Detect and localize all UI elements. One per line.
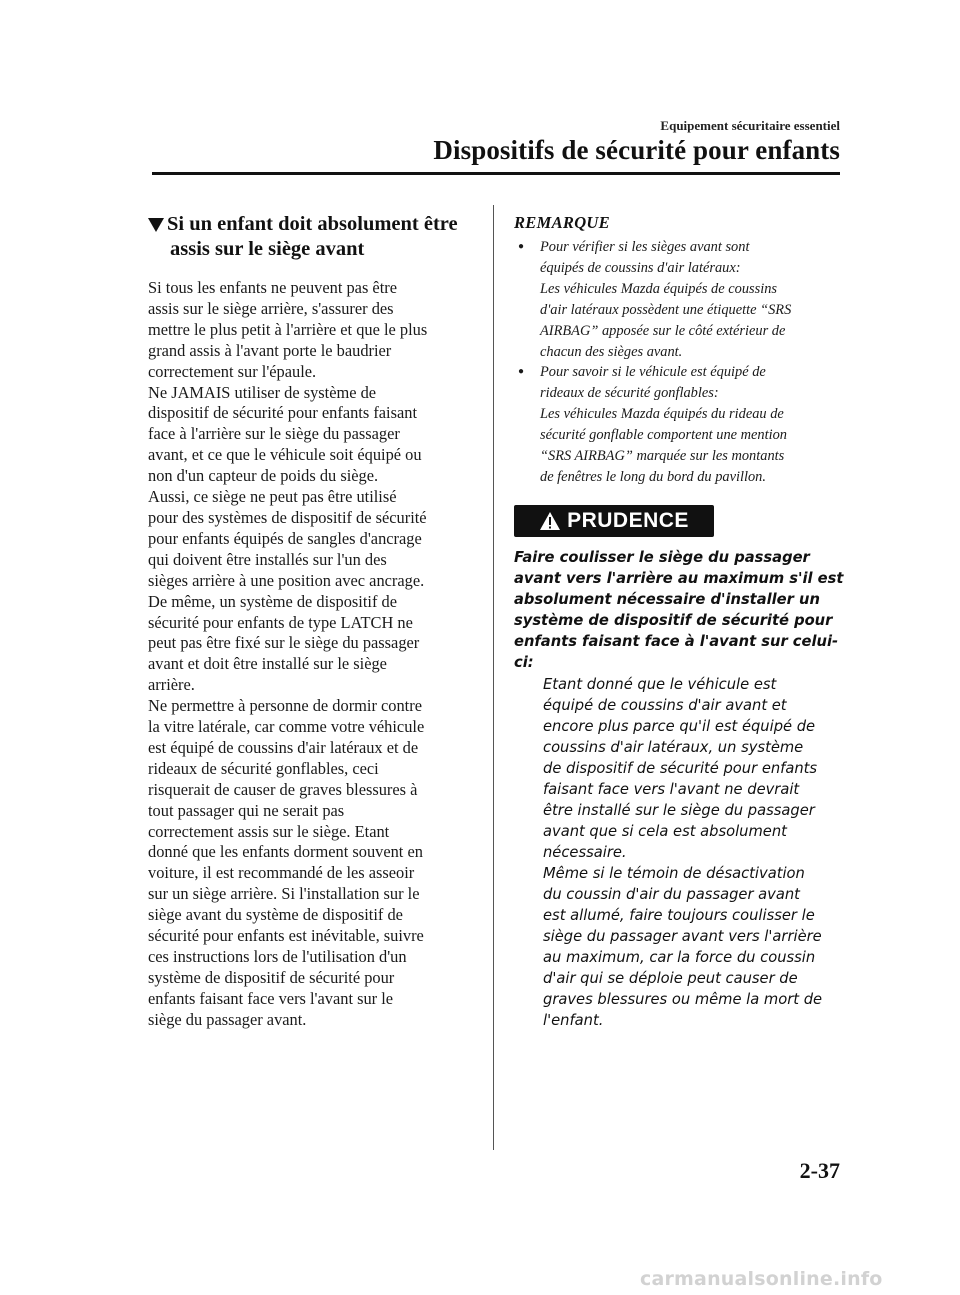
column-divider	[493, 205, 494, 1150]
note-item	[514, 237, 844, 362]
caution-badge	[514, 505, 714, 537]
bullet-icon: ●	[518, 241, 525, 252]
triangle-down-icon	[148, 218, 164, 232]
note-list	[514, 237, 844, 488]
section-heading-line1: Si un enfant doit absolument être	[167, 213, 458, 235]
watermark: carmanualsonline.info	[640, 1268, 883, 1290]
section-heading	[148, 212, 483, 262]
caution-lead-text: Faire coulisser le siège du passager avant vers l'arrière au maximum s'il est absolument nécessaire d'installer un système de dispositif de sécurité pour enfants faisant face à l'avant sur celui- ci:	[514, 548, 844, 671]
header-rule	[152, 172, 840, 175]
caution-body-text: Etant donné que le véhicule est équipé de coussins d'air avant et encore plus parce qu'il est équipé de coussins d'air latéraux, un système de dispositif de sécurité pour enfants faisant face vers l'avant ne devrait être installé sur le siège du passager avant que si cela est absolument nécessaire. Même si le témoin de désactivation du coussin d'air du passager avant est allumé, faire toujours coulisser le siège du passager avant vers l'arrière au maximum, car la force du coussin d'air qui se déploie peut causer de graves blessures ou même la mort de l'enfant.	[543, 675, 823, 1029]
caution-label: PRUDENCE	[567, 508, 689, 532]
note-item	[514, 362, 844, 487]
body-paragraph: Si tous les enfants ne peuvent pas être assis sur le siège arrière, s'assurer des mettre le plus petit à l'arrière et que le plus grand assis à l'avant porte le baudrier correctement sur l'épaule. Ne JAMAIS utiliser de système de dispositif de sécurité pour enfants faisant face à l'arrière sur le siège du passager avant, et ce que le véhicule soit équipé ou non d'un capteur de poids du siège. Aussi, ce siège ne peut pas être utilisé pour des systèmes de dispositif de sécurité pour enfants équipés de sangles d'ancrage qui doivent être installés sur l'un des sièges arrière à une position avec ancrage. De même, un système de dispositif de sécurité pour enfants de type LATCH ne peut pas être fixé sur le siège du passager avant et doit être installé sur le siège arrière. Ne permettre à personne de dormir contre la vitre latérale, car comme votre véhicule est équipé de coussins d'air latéraux et de rideaux de sécurité gonflables, ceci risquerait de causer de graves blessures à tout passager qui ne serait pas correctement assis sur le siège. Etant donné que les enfants dorment souvent en voiture, il est recommandé de les asseoir sur un siège arrière. Si l'installation sur le siège avant du système de dispositif de sécurité pour enfants est inévitable, suivre ces instructions lors de l'utilisation d'un système de dispositif de sécurité pour enfants faisant face vers l'avant sur le siège du passager avant.	[148, 278, 428, 1029]
bullet-icon: ●	[518, 366, 525, 378]
left-column	[148, 212, 483, 1031]
page-number: 2-37	[799, 1158, 840, 1183]
chapter-title: Equipement sécuritaire essentiel	[660, 118, 840, 133]
note-item-text: Pour savoir si le véhicule est équipé de rideaux de sécurité gonflables: Les véhicules Mazda équipés du rideau de sécurité gonflable comportent une mention “SRS AIRBAG” marquée sur les montants de fenêtres le long du bord du pavillon.	[540, 364, 787, 485]
right-column	[514, 212, 844, 1031]
note-title: REMARQUE	[514, 213, 610, 232]
warning-triangle-icon	[539, 511, 561, 531]
section-heading-line2: assis sur le siège avant	[170, 238, 365, 260]
section-header-title: Dispositifs de sécurité pour enfants	[433, 135, 840, 165]
note-item-text: Pour vérifier si les sièges avant sont équipés de coussins d'air latéraux: Les véhicules Mazda équipés de coussins d'air latéraux possèdent une étiquette “SRS AIRBAG” apposée sur le côté extérieur de chacun des sièges avant.	[540, 239, 792, 360]
